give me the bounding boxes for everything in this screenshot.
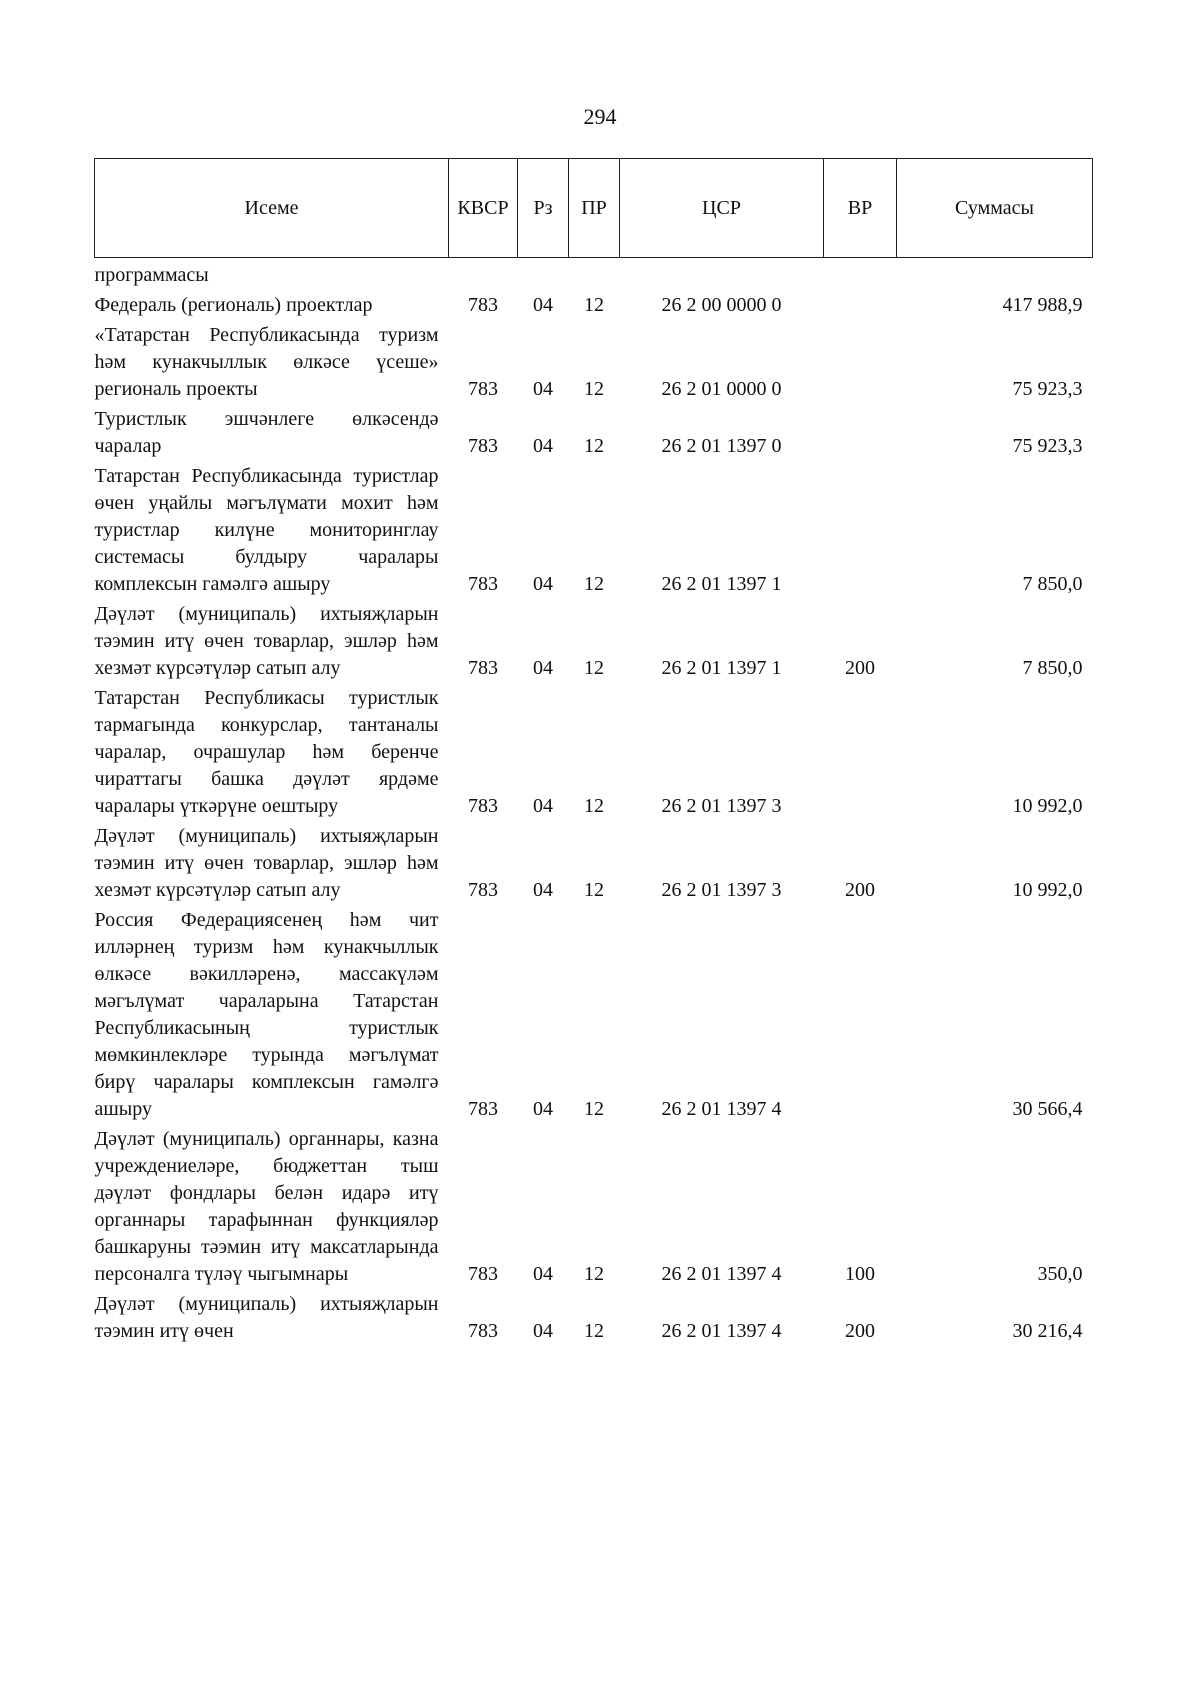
row-kvsr: 783 (468, 1098, 498, 1120)
row-vr (824, 258, 897, 290)
row-pr: 12 (584, 435, 604, 457)
row-kvsr: 783 (468, 879, 498, 901)
row-csr: 26 2 01 1397 3 (661, 879, 782, 901)
header-csr: ЦСР (620, 159, 824, 258)
row-name: программасы (94, 264, 209, 286)
table-row (95, 289, 1093, 319)
row-sum: 30 216,4 (1012, 1320, 1083, 1342)
row-rz: 04 (533, 657, 553, 679)
row-vr (824, 682, 897, 820)
row-pr: 12 (584, 573, 604, 595)
row-sum: 10 992,0 (1012, 795, 1083, 817)
row-vr (824, 289, 897, 319)
row-kvsr: 783 (468, 795, 498, 817)
row-sum: 350,0 (1037, 1263, 1083, 1285)
row-name: Дәүләт (муниципаль) ихтыяҗларын тәэмин итү өчен (94, 1293, 439, 1342)
row-csr: 26 2 01 1397 4 (661, 1320, 782, 1342)
row-name: Дәүләт (муниципаль) ихтыяҗларын тәэмин итү өчен товарлар, эшләр һәм хезмәт күрсәтүләр сатып алу (94, 603, 439, 679)
row-kvsr: 783 (468, 378, 498, 400)
row-rz: 04 (533, 795, 553, 817)
table-row (95, 820, 1093, 904)
row-kvsr: 783 (468, 657, 498, 679)
row-kvsr: 783 (468, 573, 498, 595)
table-row (95, 1288, 1093, 1345)
row-kvsr (449, 258, 518, 290)
row-vr: 200 (845, 1320, 875, 1342)
row-vr (824, 904, 897, 1123)
header-pr: ПР (569, 159, 620, 258)
row-rz: 04 (533, 1320, 553, 1342)
row-rz: 04 (533, 879, 553, 901)
row-rz: 04 (533, 294, 553, 316)
row-csr: 26 2 01 1397 4 (661, 1263, 782, 1285)
row-name: «Татарстан Республикасында туризм һәм кунакчыллык өлкәсе үсеше» региональ проекты (94, 324, 439, 400)
row-csr: 26 2 01 1397 4 (661, 1098, 782, 1120)
row-rz (518, 258, 569, 290)
row-pr: 12 (584, 657, 604, 679)
table-row (95, 319, 1093, 403)
row-kvsr: 783 (468, 1263, 498, 1285)
row-name: Татарстан Республикасында туристлар өчен уңайлы мәгълүмати мохит һәм туристлар килүне мониторинглау системасы булдыру чаралары комплексын гамәлгә ашыру (94, 465, 439, 595)
row-name: Татарстан Республикасы туристлык тармагында конкурслар, тантаналы чаралар, очрашулар һәм беренче чираттагы башка дәүләт ярдәме чаралары үткәрүне оештыру (94, 687, 439, 817)
table-row (95, 1123, 1093, 1288)
row-rz: 04 (533, 378, 553, 400)
row-vr (824, 403, 897, 460)
row-name: Россия Федерациясенең һәм чит илләрнең туризм һәм кунакчыллык өлкәсе вәкилләренә, массакүләм мәгълүмат чараларына Татарстан Республикасының туристлык мөмкинлекләре турында мәгълүмат бирү чаралары комплексын гамәлгә ашыру (94, 909, 439, 1120)
header-rz: Рз (518, 159, 569, 258)
row-pr: 12 (584, 378, 604, 400)
row-pr: 12 (584, 1098, 604, 1120)
row-name: Федераль (региональ) проектлар (94, 294, 373, 316)
table-row (95, 598, 1093, 682)
row-vr: 100 (845, 1263, 875, 1285)
header-name: Исеме (95, 159, 449, 258)
row-pr: 12 (584, 795, 604, 817)
row-rz: 04 (533, 1098, 553, 1120)
row-sum: 7 850,0 (1022, 573, 1083, 595)
table-row (95, 258, 1093, 290)
row-sum: 75 923,3 (1012, 435, 1083, 457)
row-name: Дәүләт (муниципаль) ихтыяҗларын тәэмин итү өчен товарлар, эшләр һәм хезмәт күрсәтүләр сатып алу (94, 825, 439, 901)
header-vr: ВР (824, 159, 897, 258)
row-csr: 26 2 01 1397 1 (661, 573, 782, 595)
row-rz: 04 (533, 573, 553, 595)
budget-table (94, 158, 1093, 1345)
row-csr: 26 2 01 0000 0 (661, 378, 782, 400)
header-kvsr: КВСР (449, 159, 518, 258)
page-number: 294 (583, 104, 617, 129)
row-csr (620, 258, 824, 290)
row-pr: 12 (584, 1320, 604, 1342)
header-sum: Суммасы (897, 159, 1093, 258)
row-vr (824, 319, 897, 403)
table-header-row (95, 159, 1093, 258)
row-kvsr: 783 (468, 294, 498, 316)
row-rz: 04 (533, 435, 553, 457)
table-row (95, 460, 1093, 598)
table-row (95, 403, 1093, 460)
row-rz: 04 (533, 1263, 553, 1285)
row-sum: 30 566,4 (1012, 1098, 1083, 1120)
row-csr: 26 2 01 1397 3 (661, 795, 782, 817)
row-csr: 26 2 01 1397 1 (661, 657, 782, 679)
row-sum: 10 992,0 (1012, 879, 1083, 901)
row-pr: 12 (584, 294, 604, 316)
row-pr: 12 (584, 879, 604, 901)
row-pr (569, 258, 620, 290)
row-csr: 26 2 00 0000 0 (661, 294, 782, 316)
row-vr (824, 460, 897, 598)
row-name: Дәүләт (муниципаль) органнары, казна учреждениеләре, бюджеттан тыш дәүләт фондлары белән идарә итү органнары тарафыннан функцияләр башкаруны тәэмин итү максатларында персоналга түләү чыгымнары (94, 1128, 439, 1285)
row-sum (897, 258, 1093, 290)
row-kvsr: 783 (468, 1320, 498, 1342)
row-sum: 75 923,3 (1012, 378, 1083, 400)
row-kvsr: 783 (468, 435, 498, 457)
row-sum: 7 850,0 (1022, 657, 1083, 679)
row-csr: 26 2 01 1397 0 (661, 435, 782, 457)
row-name: Туристлык эшчәнлеге өлкәсендә чаралар (94, 408, 439, 457)
table-row (95, 904, 1093, 1123)
row-sum: 417 988,9 (1002, 294, 1083, 316)
table-row (95, 682, 1093, 820)
row-vr: 200 (845, 879, 875, 901)
row-pr: 12 (584, 1263, 604, 1285)
row-vr: 200 (845, 657, 875, 679)
